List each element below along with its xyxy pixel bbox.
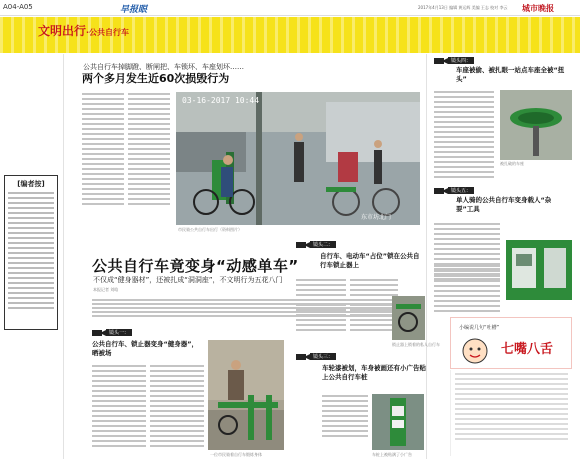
top-story-body-col2	[128, 90, 170, 208]
section-2-body-col2	[350, 276, 398, 334]
editor-note	[4, 175, 58, 330]
masthead-bar	[0, 0, 580, 16]
section-3-caption: 车桩上被贴满了小广告	[372, 452, 412, 457]
section-title	[38, 22, 129, 39]
camera-icon	[434, 186, 448, 195]
section-label-text: 镜头三：	[310, 353, 336, 360]
editor-note-heading: [编者按]	[17, 180, 45, 188]
feature-title: 公共自行车竟变身“动感单车”	[92, 257, 299, 275]
section-1-body-col2	[150, 362, 204, 450]
exercise-bike-image	[208, 340, 284, 450]
section-1-photo	[208, 340, 284, 450]
section-label-4	[434, 56, 486, 65]
section-label-5	[434, 186, 486, 195]
section-2-body-col1	[296, 276, 346, 334]
damaged-seat-image	[500, 90, 572, 160]
top-story-kicker: 公共自行车掉脚蹬、断闸把、车锁坏、车座划坏……	[83, 63, 244, 71]
section-3-headline: 车轮漆被划，车身被画还有小广告贴上公共自行车桩	[322, 364, 426, 381]
section-1-caption: 一位市民骑着自行车锻炼身体	[210, 452, 262, 457]
feature-subtitle: 不仅成“健身器材”，还被扎成“洞洞座”，不文明行为五花八门	[93, 276, 283, 284]
bike-station-image	[176, 92, 420, 225]
section-1-body-col1	[92, 362, 146, 450]
column-divider	[63, 54, 64, 459]
section-label-text: 镜头一：	[106, 329, 132, 336]
locked-bike-image	[392, 296, 425, 340]
section-label-2	[296, 240, 348, 249]
top-story-body-col1	[82, 90, 124, 208]
section-4-headline: 车座被偷、被扎眼一站点车座全被“扭头”	[456, 66, 565, 83]
section-label-1	[92, 328, 144, 337]
section-title-main: 文明出行	[38, 24, 87, 38]
paper-logo: 城市晚报	[522, 4, 554, 13]
section-4-caption: 被扎破的车座	[500, 161, 524, 166]
top-story-headline: 两个多月发生近60次损毁行为	[82, 72, 230, 85]
section-5-headline: 单人骑的公共自行车变身载人“杂耍”工具	[456, 196, 552, 213]
section-5-photo	[506, 240, 572, 300]
section-label-text: 镜头五：	[448, 187, 474, 194]
section-3-photo	[372, 394, 424, 450]
camera-icon	[434, 56, 448, 65]
camera-icon	[92, 328, 106, 337]
section-1-headline: 公共自行车、锁止器变身“健身器”，晒被场	[92, 340, 199, 357]
main-photo	[176, 92, 420, 225]
section-title-sub: ·公共自行车	[86, 28, 130, 37]
section-5-body-col2	[434, 262, 500, 315]
section-label-text: 镜头四：	[448, 57, 474, 64]
advert-pole-image	[372, 394, 424, 450]
section-label-3	[296, 352, 348, 361]
brand-name: 早报眼	[120, 5, 148, 15]
comment-column	[450, 370, 572, 456]
section-4-body-col1	[434, 88, 494, 181]
promo-title: 七嘴八舌	[501, 342, 554, 357]
comment-promo	[450, 317, 572, 369]
camera-icon	[296, 352, 310, 361]
bike-terminal-image	[506, 240, 572, 300]
feature-byline: 本报记者 刘晗	[93, 287, 119, 292]
photo-location: 东市坊北门	[361, 214, 392, 221]
cartoon-face-icon	[459, 336, 491, 366]
section-2-caption: 锁止器上锁着的私人自行车	[392, 342, 440, 347]
section-2-headline: 自行车、电动车“占位”锁在公共自行车锁止器上	[320, 252, 420, 269]
promo-line: 小编说几句“吐槽”	[459, 325, 500, 331]
camera-icon	[296, 240, 310, 249]
section-4-photo	[500, 90, 572, 160]
section-2-photo	[392, 296, 425, 340]
section-3-body	[322, 392, 368, 440]
photo-timestamp: 03-16-2017 10:44	[182, 96, 260, 105]
column-divider	[426, 54, 427, 459]
date-line: 2017年4月13日 编辑 黄运辉 美编 王志 校对 李云	[418, 5, 508, 10]
page-code: A04-A05	[3, 3, 33, 11]
section-label-text: 镜头二：	[310, 241, 336, 248]
editor-note-text	[8, 192, 54, 309]
main-photo-caption: 市民骑公共自行车出行（资料图片）	[178, 227, 242, 232]
